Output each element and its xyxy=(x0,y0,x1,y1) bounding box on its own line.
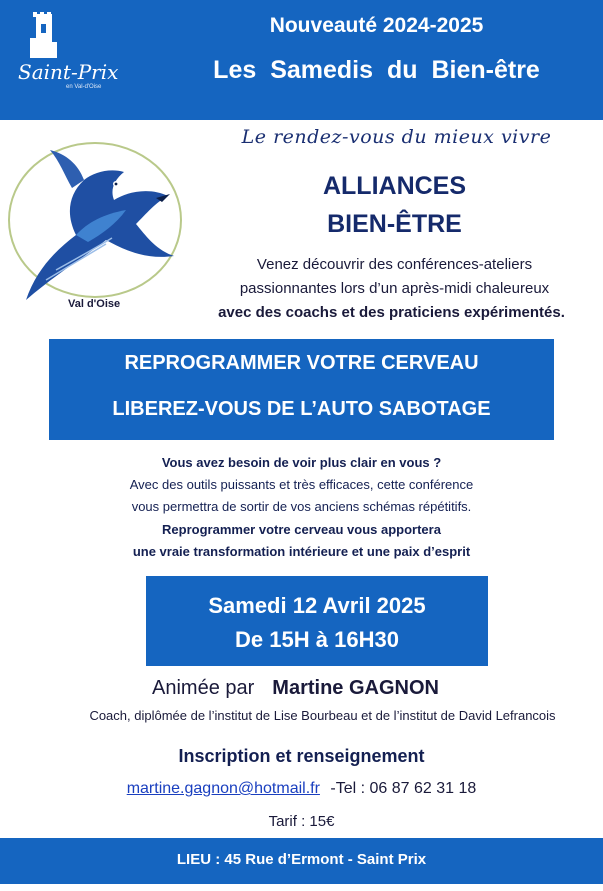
footer-bar xyxy=(0,838,603,884)
header-subtitle: Nouveauté 2024-2025 xyxy=(269,14,484,37)
description-line: Reprogrammer votre cerveau vous apportera xyxy=(162,522,441,537)
bird-emblem-icon xyxy=(6,140,184,316)
host-line xyxy=(152,677,439,700)
contact-line xyxy=(0,780,603,798)
description-line: Avec des outils puissants et très efficaces, cette conférence xyxy=(129,477,474,492)
host-name: Martine GAGNON xyxy=(272,677,439,699)
event-time: De 15H à 16H30 xyxy=(235,627,399,652)
description-line: vous permettra de sortir de vos anciens schémas répétitifs. xyxy=(131,499,472,514)
header-title: Les Samedis du Bien-être xyxy=(213,56,540,84)
description-line: Vous avez besoin de voir plus clair en vous ? xyxy=(161,455,442,470)
host-prefix: Animée par xyxy=(152,677,255,699)
topic-subtitle: LIBEREZ-VOUS DE L’AUTO SABOTAGE xyxy=(112,398,491,420)
phone-number: -Tel : 06 87 62 31 18 xyxy=(330,780,477,797)
alliances-emblem xyxy=(6,140,184,316)
registration-heading: Inscription et renseignement xyxy=(178,746,425,766)
location: LIEU : 45 Rue d’Ermont - Saint Prix xyxy=(176,851,427,868)
topic-title: REPROGRAMMER VOTRE CERVEAU xyxy=(124,352,479,374)
email-link[interactable]: martine.gagnon@hotmail.fr xyxy=(126,780,320,797)
description-line: une vraie transformation intérieure et une paix d’esprit xyxy=(132,544,471,559)
intro-line-bold: avec des coachs et des praticiens expérimentés. xyxy=(218,304,565,321)
host-credentials: Coach, diplômée de l’institut de Lise Bourbeau et de l’institut de David Lefrancois xyxy=(89,708,556,723)
tagline: Le rendez-vous du mieux vivre xyxy=(241,126,552,148)
intro-line: Venez découvrir des conférences-ateliers xyxy=(256,256,533,273)
intro-line: passionnantes lors d’un après-midi chaleureux xyxy=(239,280,550,297)
price: Tarif : 15€ xyxy=(268,813,335,830)
logo-wordmark: Saint-Prix xyxy=(18,60,119,84)
saint-prix-logo xyxy=(8,8,128,100)
date-banner xyxy=(146,576,488,666)
topic-banner xyxy=(49,339,554,440)
title-bien-etre: BIEN-ÊTRE xyxy=(327,210,462,238)
logo-subtext: en Val-d'Oise xyxy=(66,84,102,90)
title-alliances: ALLIANCES xyxy=(322,172,467,200)
header-bar xyxy=(0,0,603,120)
event-date: Samedi 12 Avril 2025 xyxy=(208,593,426,618)
emblem-caption: Val d'Oise xyxy=(68,298,121,310)
